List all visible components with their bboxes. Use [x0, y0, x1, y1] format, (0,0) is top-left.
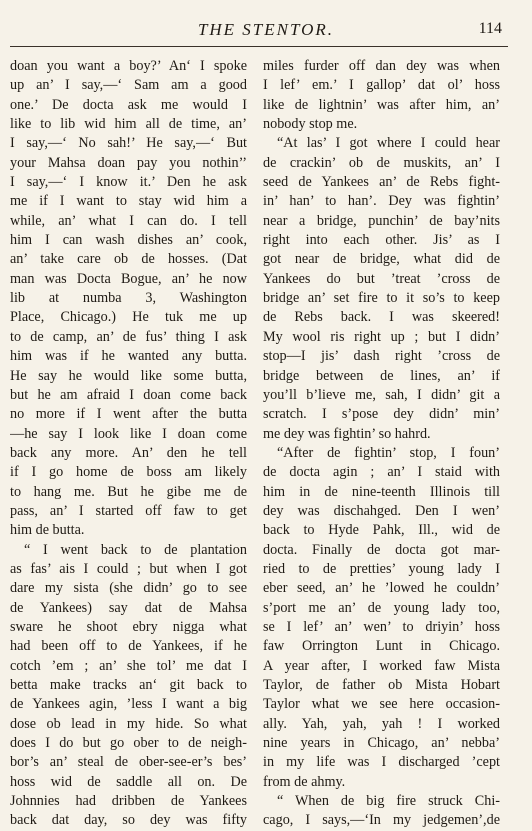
text-line: A year after, I worked faw Mista: [263, 657, 500, 674]
text-line: me dey was fightin’ so hahrd.: [263, 425, 431, 442]
text-line: He say he would like some butta,: [10, 367, 247, 384]
text-line: him I can wash dishes an’ cook,: [10, 232, 247, 249]
text-line: lib at numba 3, Washington: [10, 290, 247, 307]
text-line: back any more. An’ den he tell: [10, 444, 247, 461]
text-line: if I go home de boss am likely: [10, 464, 247, 481]
text-line: dare my sista (she didn’ go to see: [10, 580, 247, 597]
text-line: up an’ I say,—‘ Sam am a good: [10, 77, 247, 94]
text-line: cago, I says,—‘In my jedgemen’,de: [263, 812, 500, 829]
text-line: de crackin’ ob de muskits, an’ I: [263, 154, 500, 171]
text-line: cotch ’em ; an’ she tol’ me dat I: [10, 657, 247, 674]
text-line: doan you want a boy?’ An‘ I spoke: [10, 58, 247, 74]
running-header: [0, 20, 532, 44]
text-line: —he say I look like I doan come: [10, 425, 247, 442]
text-line: your Mahsa doan pay you nothin’’: [10, 154, 247, 171]
text-line: Johnnies had dribben de Yankees: [10, 793, 247, 810]
text-line: miles furder off dan dey was when: [263, 58, 500, 74]
text-line: se I lef’ an’ wen’ to driyin’ hoss: [263, 618, 500, 635]
text-line: stop—I jis’ dash right ’cross de: [263, 348, 500, 365]
text-line: de Rebs back. I was skeered!: [263, 309, 500, 326]
text-line: like to lib wid him all de time, an’: [10, 116, 247, 133]
text-line: sware he shoot ebry nigga what: [10, 618, 247, 635]
text-line: eber seed, an’ he ’lowed he couldn’: [263, 580, 500, 597]
text-line: bor’s an’ steal de ober-see-er’s bes’: [10, 754, 247, 771]
text-line: you’ll b’lieve me, sah, I didn’ git a: [263, 386, 500, 403]
text-line: in’ han’ to han’. Dey was fightin’: [263, 193, 500, 210]
text-line: de Yankees agin, ’less I want a big: [10, 696, 247, 713]
text-line: Yankees do but ’treat ’cross de: [263, 270, 500, 287]
text-line: back to Hyde Pahk, Ill., wid de: [263, 522, 500, 539]
text-line: does I do but go ober to de neigh-: [10, 735, 247, 752]
text-line: no more if I went after the butta: [10, 406, 247, 423]
text-line: in my life was I discharged ’cept: [263, 754, 500, 771]
text-line: Taylor what we see here occasion-: [263, 696, 500, 713]
text-line: one.’ De docta ask me would I: [10, 96, 247, 113]
text-line: him in de nine-teenth Illinois till: [263, 483, 500, 500]
text-line: dey was dischahged. Den I wen’: [263, 502, 500, 519]
text-line: “After de fightin’ stop, I foun’: [277, 444, 500, 461]
text-line: him de butta.: [10, 522, 85, 539]
left-column: [10, 57, 247, 831]
text-line: like de lightnin’ was after him, an’: [263, 96, 500, 113]
text-line: de docta agin ; an’ I staid with: [263, 464, 500, 481]
text-line: near a bridge, punchin’ de bay’nits: [263, 212, 500, 229]
right-column: [263, 57, 500, 831]
text-line: docta. Finally de docta got mar-: [263, 541, 500, 558]
text-line: back dat day, so dey was fifty: [10, 812, 247, 829]
text-line: ally. Yah, yah, yah ! I worked: [263, 715, 500, 732]
text-line: got near de bridge, what did de: [263, 251, 500, 268]
text-line: an’ take care ob de hosses. (Dat: [10, 251, 247, 268]
text-line: to de camp, an’ de fus’ thing I ask: [10, 328, 247, 345]
text-line: to hang me. But he gibe me de: [10, 483, 247, 500]
text-line: My wool ris right up ; but I didn’: [263, 328, 500, 345]
running-title: THE STENTOR.: [197, 20, 335, 39]
text-line: Taylor, de father ob Mista Hobart: [263, 677, 500, 693]
text-line: I say,—‘ No sah!’ He say,—‘ But: [10, 135, 247, 152]
text-line: seed de Yankees an’ de Rebs fight-: [263, 174, 500, 191]
text-line: I say,—‘ I know it.’ Den he ask: [10, 174, 247, 191]
text-line: faw Orrington Lunt in Chicago.: [263, 638, 500, 655]
text-line: had been off to de Yankees, if he: [10, 638, 247, 655]
text-line: him was if he wanted any butta.: [10, 348, 247, 365]
text-line: nobody stop me.: [263, 116, 358, 133]
text-line: scratch. I s’pose dey didn’ min’: [263, 406, 500, 423]
text-line: man was Docta Bogue, an’ he now: [10, 270, 247, 287]
text-line: bridge an’ set fire to it so’s to keep: [263, 290, 500, 307]
text-line: de Yankees) say dat de Mahsa: [10, 599, 247, 616]
text-line: while, an’ what I can do. I tell: [10, 212, 247, 229]
text-line: from de ahmy.: [263, 773, 346, 790]
text-line: dose ob lead in my hide. So what: [10, 715, 247, 732]
text-line: ried to de pretties’ young lady I: [263, 560, 500, 577]
header-rule: [10, 46, 508, 47]
text-line: “ When de big fire struck Chi-: [277, 793, 500, 810]
text-line: bridge between de lines, an’ if: [263, 367, 500, 384]
page-number: 114: [478, 20, 502, 37]
text-line: pass, an’ I started off faw to get: [10, 502, 247, 519]
text-line: “ I went back to de plantation: [24, 541, 247, 558]
text-line: Place, Chicago.) He tuk me up: [10, 309, 247, 326]
text-line: “At las’ I got where I could hear: [277, 135, 500, 152]
text-line: but he am afraid I doan come back: [10, 386, 247, 403]
text-line: I lef’ em.’ I gallop’ dat ol’ hoss: [263, 77, 500, 94]
text-line: s’port me an’ de young lady too,: [263, 599, 500, 616]
text-line: right into each other. Jis’ as I: [263, 232, 500, 249]
text-line: as fas’ ais I could ; but when I got: [10, 560, 247, 577]
text-line: betta make tracks an‘ git back to: [10, 677, 247, 693]
text-line: nine years in Chicago, an’ nebba’: [263, 735, 500, 752]
text-line: hoss wid de saddle all on. De: [10, 773, 247, 790]
text-line: me if I want to stay wid him a: [10, 193, 247, 210]
